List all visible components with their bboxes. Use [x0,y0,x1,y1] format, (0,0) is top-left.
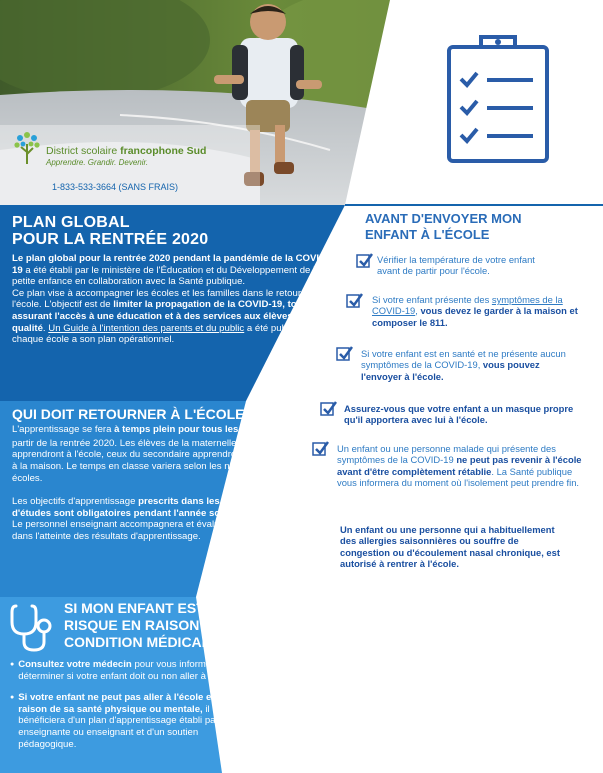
symptoms-link[interactable]: symptômes de la COVID-19 [372,294,563,317]
divider [345,204,603,206]
guide-link[interactable]: Un Guide à l'intention des parents et du public [48,322,245,334]
phone-number[interactable]: 1-833-533-3664 (SANS FRAIS) [52,182,179,192]
plan-title: PLAN GLOBAL POUR LA RENTRÉE 2020 [12,214,209,248]
leaf-bullet-icon: ● [10,694,15,702]
before-title: AVANT D'ENVOYER MON ENFANT À L'ÉCOLE [365,211,522,242]
before-item-3: Si votre enfant est en santé et ne présente aucun symptômes de la COVID-19, vous pouvez l'envoyer à l'école. [361,348,566,382]
before-item-1: Vérifier la température de votre enfant avant de partir pour l'école. [377,254,535,277]
who-title: QUI DOIT RETOURNER À L'ÉCOLE ? [12,406,257,422]
allergy-note: Un enfant ou une personne qui a habituellement des allergies saisonnières ou souffre de congestion ou d'écoulement nasal chronique, est autorisé à rentrer à l'école. [340,524,560,570]
before-item-2: Si votre enfant présente des symptômes de la COVID-19, vous devez le garder à la maison et composer le 811. [372,294,578,328]
logo-name: District scolaire francophone Sud [46,145,207,157]
list-item: ● Consultez votre médecin pour vous informer et déterminer si votre enfant doit ou non aller à l'école. [10,659,239,682]
checkbox-icon [346,292,364,315]
checkbox-icon [336,345,354,368]
tree-logo-icon [12,130,42,166]
risk-title: SI MON ENFANT EST À RISQUE EN RAISON D'UNE CONDITION MÉDICALE ? [64,600,247,650]
checkbox-icon [312,440,330,463]
checkbox-icon [356,252,374,275]
logo-tagline: Apprendre. Grandir. Devenir. [46,158,149,167]
before-item-4: Assurez-vous que votre enfant a un masque propre qu'il apportera avec lui à l'école. [344,403,574,426]
leaf-bullet-icon: ● [10,661,15,668]
checkbox-icon [320,400,338,423]
logo [12,130,42,166]
clipboard-checklist-icon [445,33,551,170]
plan-text: Le plan global pour la rentrée 2020 pendant la pandémie de la COVID-19 a été établi par le ministère de l'Éducation et du Développement de la petite enfance en collaboration avec la Santé publique. Ce plan vise à accompagner les écoles et les familles dans le retour à l'école. L'objectif est de limiter la propagation de la COVID-19, tout en assurant l'accès à une éducation et à des services aux élèves de qualité. Un Guide à l'intention des parents et du public a été publié et chaque école a son plan opérationnel. [12,253,330,346]
risk-list [10,659,245,750]
list-item: ● Si votre enfant ne peut pas aller à l'école en raison de sa santé physique ou mentale, il bénéficiera d'un plan d'apprentissage établi par son enseignante ou enseignant et d'un soutien pédagogique. [10,692,237,750]
before-item-5: Un enfant ou une personne malade qui présente des symptômes de la COVID-19 ne peut pas revenir à l'école avant d'être complètement rétablie. La Santé publique vous informera du moment où l'isolement peut prendre fin. [337,443,582,489]
stethoscope-icon [8,602,58,659]
who-text: L'apprentissage se fera à temps plein pour tous les élèves à partir de la rentrée 2020. Les élèves de la maternelle à la 8e année apprendront à l'école, ceux du secondaire apprendront à l'école et à la maison. Le temps en classe variera selon les niveaux et les écoles. Les objectifs d'apprentissage prescrits dans les programmes d'études sont obligatoires pendant l'année scolaire 2020-2021. Le personnel enseignant accompagnera et évaluera les élèves dans l'atteinte des résultats d'apprentissage. [12,424,297,542]
